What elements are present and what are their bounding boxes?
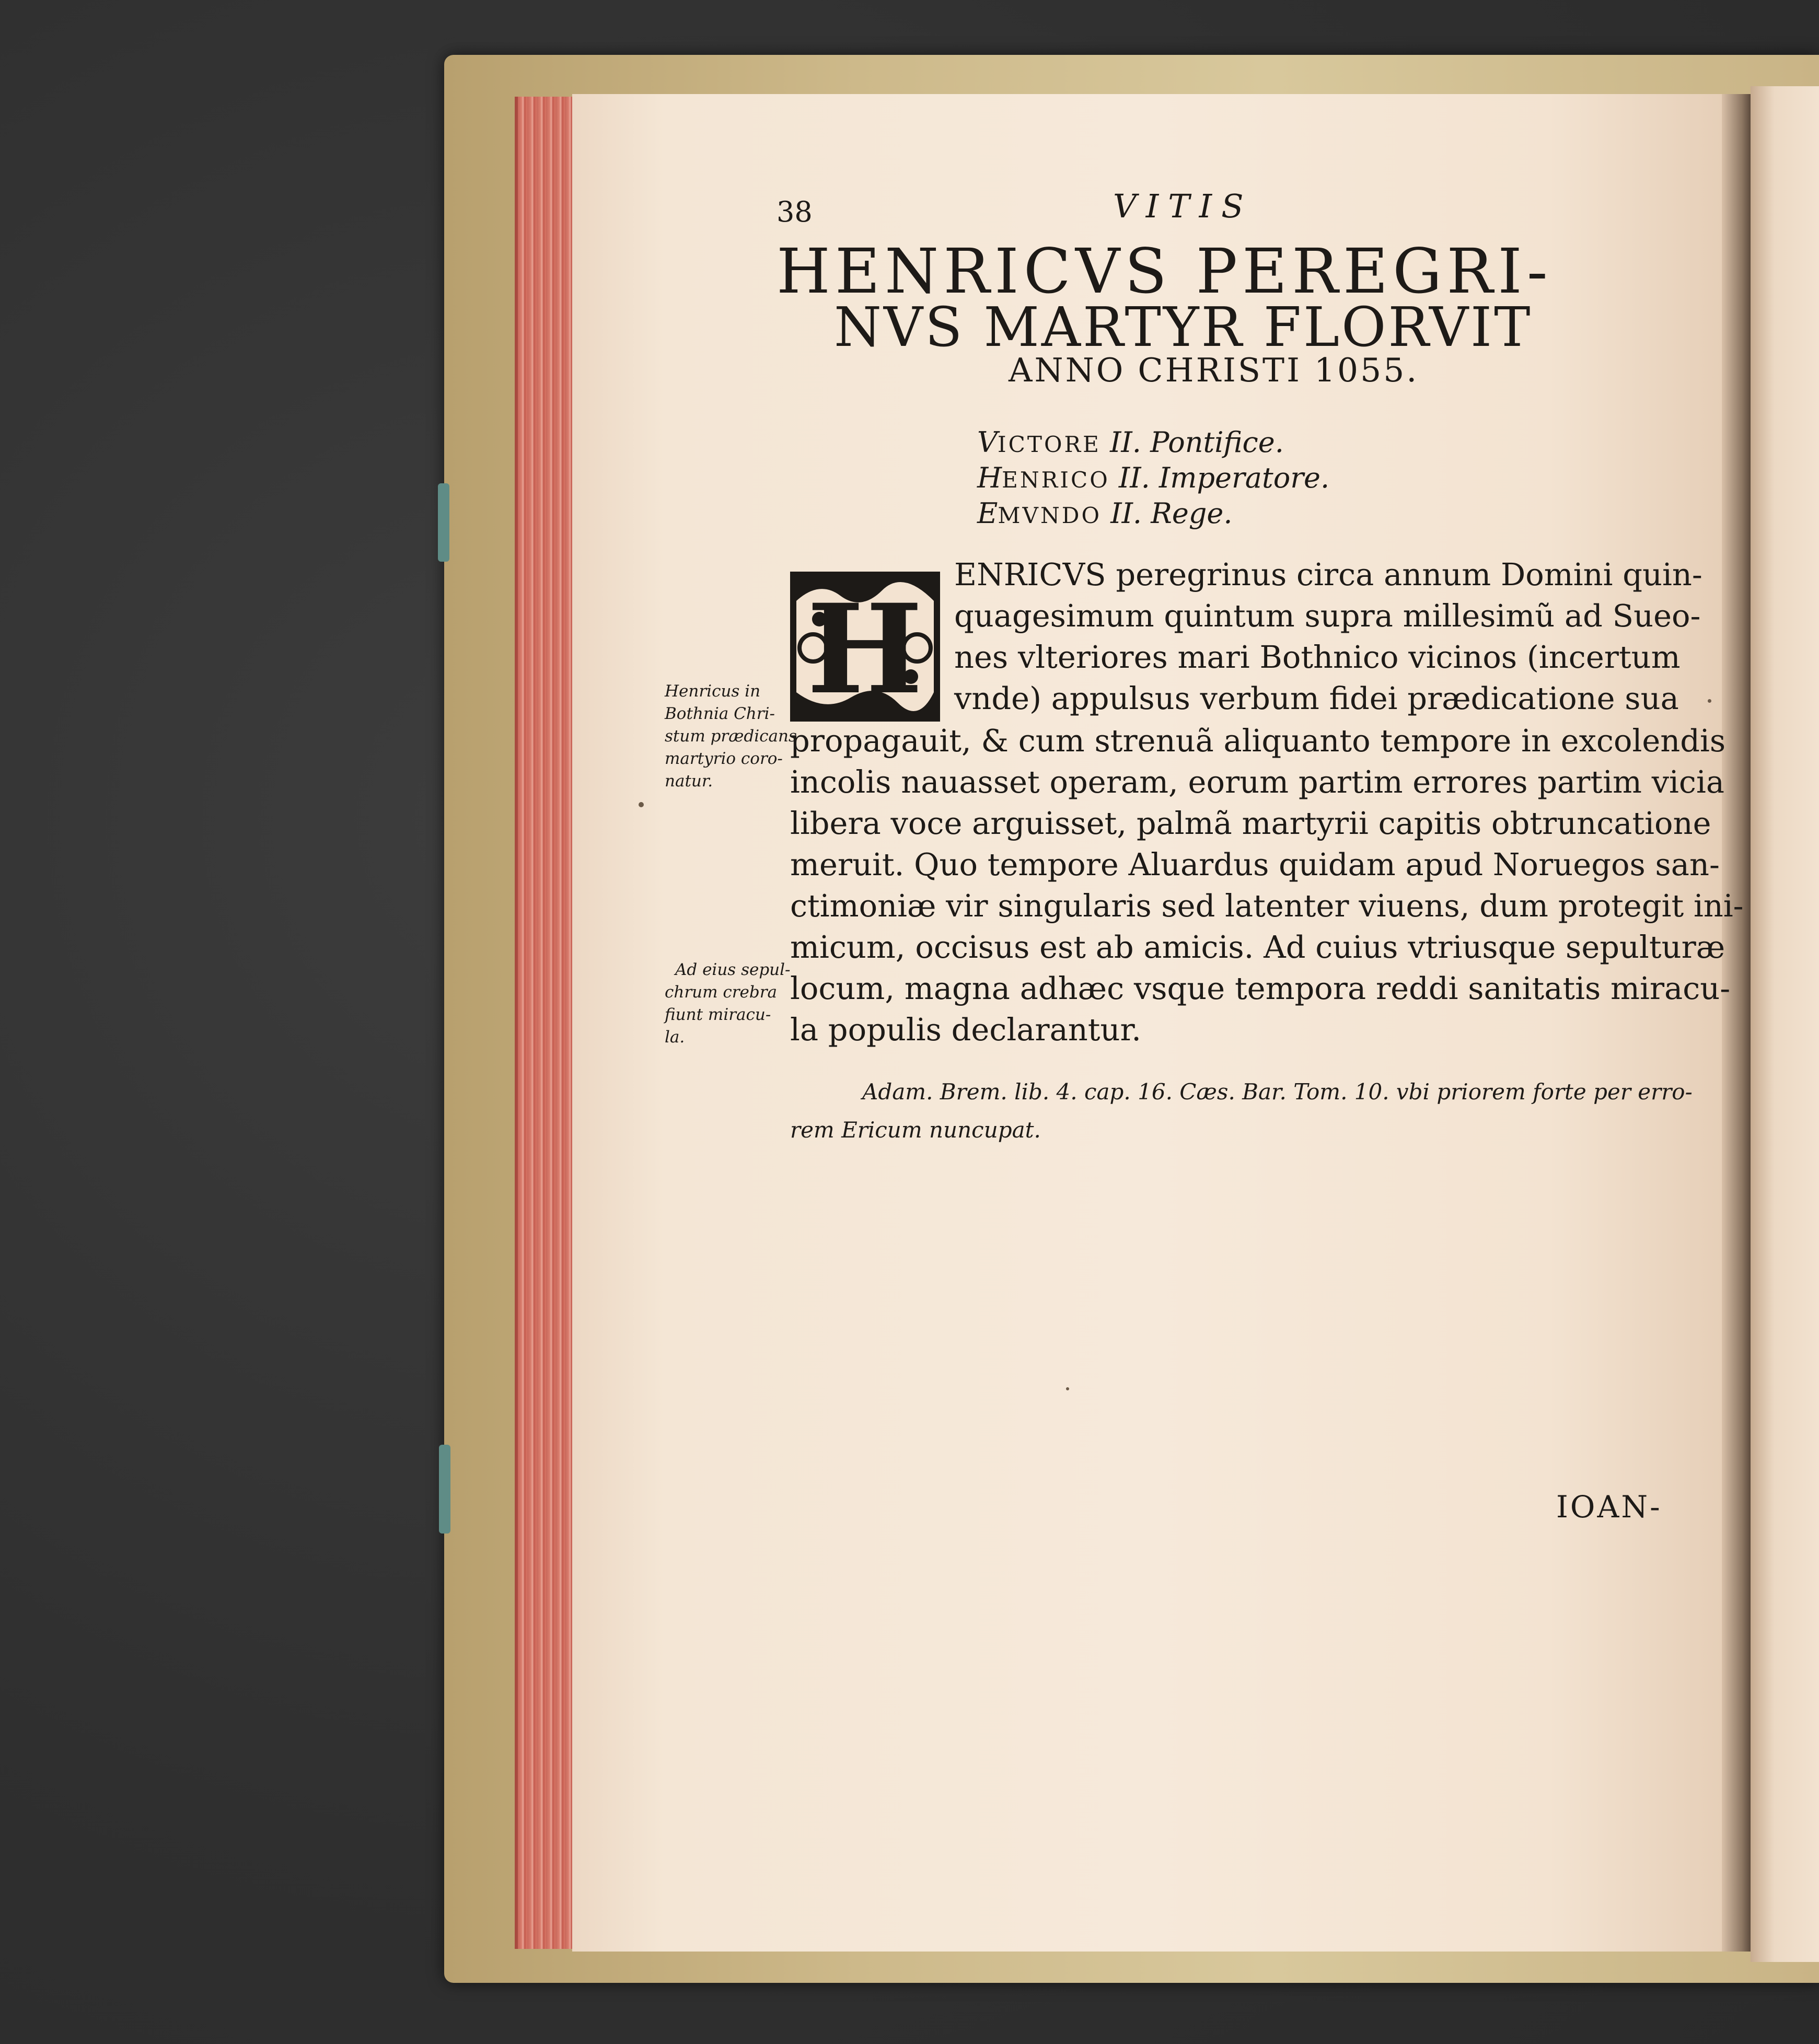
margin-note-line: natur.	[665, 772, 713, 791]
pontificate-line: HENRICO II. Imperatore.	[977, 461, 1330, 494]
pontificate-line: VICTORE II. Pontifice.	[977, 426, 1284, 459]
margin-note-line: stum prædicans	[665, 727, 797, 746]
body-line: libera voce arguisset, palmã martyrii capitis obtruncatione	[790, 805, 1711, 841]
body-line: ctimoniæ vir singularis sed latenter viuens, dum protegit ini-	[790, 888, 1744, 924]
body-line: micum, occisus est ab amicis. Ad cuius vtriusque sepulturæ	[790, 929, 1725, 965]
body-line: la populis declarantur.	[790, 1012, 1141, 1048]
body-line: propagauit, & cum strenuã aliquanto tempore in excolendis	[790, 723, 1726, 759]
paper-speck	[639, 802, 644, 807]
margin-note-line: la.	[665, 1028, 685, 1047]
body-line: incolis nauasset operam, eorum partim errores partim vicia	[790, 764, 1725, 800]
margin-note-line: Henricus in	[665, 682, 761, 701]
title-line-3: ANNO CHRISTI 1055.	[1009, 351, 1419, 389]
title-line-1: HENRICVS PEREGRI-	[777, 235, 1552, 307]
woodcut-initial	[788, 570, 942, 724]
page-number: 38	[777, 195, 813, 228]
facing-page	[1751, 86, 1819, 1962]
margin-note-line: Ad eius sepul-	[675, 960, 791, 979]
margin-note-line: Bothnia Chri-	[665, 704, 775, 723]
margin-note-line: fiunt miracu-	[665, 1005, 771, 1024]
title-line-2: NVS MARTYR FLORVIT	[834, 295, 1533, 359]
gutter-shadow	[1722, 94, 1751, 1952]
running-head: VITIS	[1113, 187, 1253, 225]
reference-line: rem Ericum nuncupat.	[790, 1117, 1041, 1143]
body-line: nes vlteriores mari Bothnico vicinos (incertum	[954, 639, 1681, 675]
reference-line: Adam. Brem. lib. 4. cap. 16. Cæs. Bar. Tom. 10. vbi priorem forte per erro-	[862, 1079, 1693, 1105]
paper-speck	[1708, 699, 1711, 703]
catchword: IOAN-	[1556, 1489, 1662, 1525]
body-line: quagesimum quintum supra millesimũ ad Sueo-	[954, 598, 1701, 634]
margin-note-line: chrum crebra	[665, 983, 778, 1002]
paper-speck	[1066, 1387, 1069, 1390]
body-line: ENRICVS peregrinus circa annum Domini quin-	[954, 556, 1702, 593]
pontificate-line: EMVNDO II. Rege.	[977, 497, 1233, 530]
clasp-tie-upper	[438, 483, 449, 562]
clasp-tie-lower	[439, 1445, 450, 1534]
body-line: vnde) appulsus verbum fidei prædicatione sua	[954, 680, 1679, 716]
body-line: locum, magna adhæc vsque tempora reddi sanitatis miracu-	[790, 970, 1731, 1006]
red-page-edges	[515, 97, 575, 1949]
body-line: meruit. Quo tempore Aluardus quidam apud Noruegos san-	[790, 846, 1720, 882]
margin-note-line: martyrio coro-	[665, 749, 783, 768]
initial-letter: H	[806, 577, 923, 722]
